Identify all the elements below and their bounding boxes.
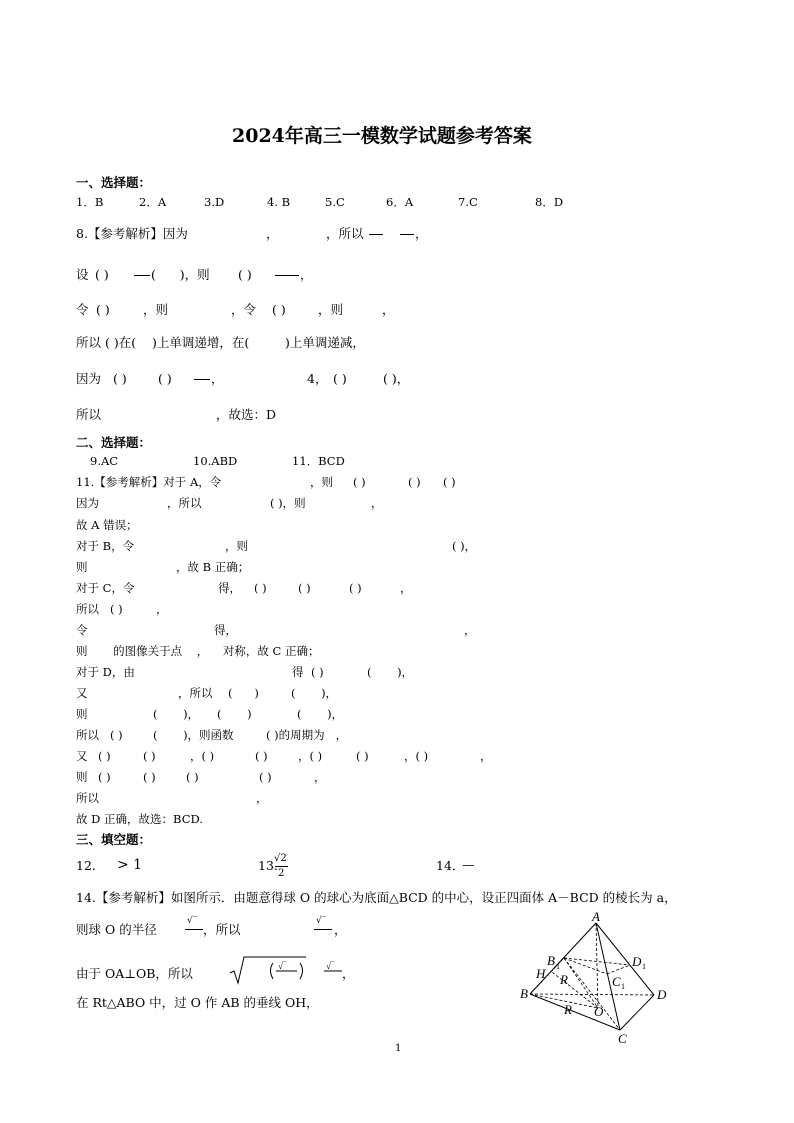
text: ( )	[158, 371, 172, 386]
text: ( )	[113, 371, 127, 386]
section-heading-choice: 一、选择题：	[76, 175, 152, 190]
text: 11.【参考解析】对于 A，令	[76, 475, 222, 489]
fraction-bar	[194, 379, 210, 380]
text: ( )	[353, 475, 366, 489]
label-C1: C	[612, 974, 621, 989]
text: ( )	[98, 770, 111, 784]
text: ( )	[98, 749, 111, 763]
text: ( )	[96, 302, 110, 317]
text: 则	[76, 770, 88, 784]
text: ，故 B 正确；	[176, 560, 250, 574]
text: 则 的图像关于点 ， 对称，故 C 正确；	[76, 644, 320, 658]
answer-item: 1．B	[76, 195, 104, 209]
answer-item: 10.ABD	[193, 454, 238, 468]
text: ，	[156, 602, 168, 616]
text: ( )	[255, 749, 268, 763]
text: 得	[292, 665, 304, 679]
text: ( )，	[297, 707, 344, 721]
text: ，则	[225, 539, 248, 553]
label-R-lower: R	[564, 1002, 572, 1017]
svg-text:√‾: √‾	[326, 961, 334, 971]
fraction-bar	[314, 929, 332, 930]
page-number: 1	[395, 1043, 402, 1054]
text: ，令	[231, 302, 257, 317]
label-D1-sub: 1	[642, 962, 646, 971]
fraction-bar	[400, 234, 414, 235]
text: 令	[76, 623, 88, 637]
q13-denominator: 2	[278, 868, 285, 879]
text: 对于 B，令	[76, 539, 135, 553]
answer-item: 2．A	[139, 195, 167, 209]
label-B1: B	[547, 953, 555, 968]
text: 所以	[76, 407, 102, 422]
label-A: A	[592, 912, 600, 924]
text: 得，	[214, 623, 237, 637]
text: 所以	[76, 728, 99, 742]
text: ，	[256, 791, 268, 805]
text: ，则	[318, 302, 344, 317]
fraction-bar	[275, 275, 299, 276]
text: ( )，则	[151, 267, 210, 282]
section-heading-multi: 二、选择题：	[76, 435, 152, 450]
text: 对于 D，由	[76, 665, 135, 679]
text: 4，	[307, 371, 328, 386]
text: ，	[371, 496, 383, 510]
text: ，	[400, 581, 412, 595]
page-title: 2024年高三一模数学试题参考答案	[232, 125, 532, 147]
text: ( )	[238, 267, 252, 282]
text: 8.【参考解析】因为	[76, 226, 188, 241]
text: 14.【参考解析】如图所示．由题意得球 O 的球心为底面△BCD 的中心，设正四面体 A－BCD 的棱长为 a，	[76, 890, 677, 905]
text: 又	[76, 686, 88, 700]
text: ( )	[95, 267, 109, 282]
answer-item: 5.C	[325, 195, 345, 209]
text: ( )	[217, 707, 252, 721]
text: ，	[211, 371, 224, 386]
text: ( )	[356, 749, 369, 763]
text: ( )	[143, 749, 156, 763]
text: ( )	[349, 581, 362, 595]
text: 又	[76, 749, 88, 763]
text: ，则	[143, 302, 169, 317]
answer-item: 11．BCD	[292, 454, 345, 468]
text: ( )，则函数	[153, 728, 234, 742]
answer-item: 6．A	[386, 195, 414, 209]
section-heading-fill: 三、填空题：	[76, 832, 152, 847]
text: ，( )	[190, 749, 215, 763]
text: 由于 OA⊥OB，所以	[76, 966, 193, 981]
text: ( )，则	[270, 496, 306, 510]
text: 所以	[76, 791, 99, 805]
text: ( )	[254, 581, 267, 595]
fraction-bar	[369, 234, 383, 235]
answer-item: 7.C	[458, 195, 478, 209]
text: ( )	[259, 770, 272, 784]
text: ( )	[408, 475, 421, 489]
text: ，	[334, 922, 347, 937]
text: 故 A 错误；	[76, 518, 138, 532]
text: ( )，	[383, 371, 410, 386]
label-H: H	[536, 966, 546, 981]
sqrt-sign: √‾	[187, 916, 198, 926]
text: ，故选：D	[216, 407, 277, 422]
q14-answer: —	[462, 857, 475, 872]
text: ( )，	[153, 707, 200, 721]
text: ，所以	[203, 922, 241, 937]
tetrahedron-figure	[510, 912, 685, 1047]
q14-label: 14．	[436, 858, 465, 873]
text: ，	[314, 770, 326, 784]
text: ( )	[298, 581, 311, 595]
svg-text:√‾: √‾	[278, 961, 286, 971]
q12-answer: > 1	[117, 857, 143, 873]
radical-expression	[228, 955, 348, 985]
fraction-bar	[134, 275, 150, 276]
text: ( )，	[452, 539, 477, 553]
text: ，	[266, 226, 279, 241]
label-C: C	[618, 1031, 627, 1046]
text: 所以 ( )在( )上单调递增，在( )上单调递减，	[76, 335, 365, 350]
answer-item: 3.D	[204, 195, 225, 209]
text: ，所以	[326, 226, 364, 241]
q13-label: 13.	[258, 858, 278, 873]
label-B: B	[520, 986, 528, 1001]
text: 设	[76, 267, 89, 282]
label-C1-sub: 1	[621, 982, 625, 991]
text: ，	[342, 966, 355, 981]
text: ，	[415, 226, 428, 241]
text: ，所以	[178, 686, 213, 700]
label-O: O	[594, 1004, 604, 1019]
text: ( )	[443, 475, 456, 489]
fraction-bar	[275, 866, 288, 867]
text: ( )	[143, 770, 156, 784]
text: ( )	[186, 770, 199, 784]
text: ，	[300, 267, 313, 282]
text: 则	[76, 707, 88, 721]
text: 因为	[76, 371, 102, 386]
text: ，	[382, 302, 395, 317]
text: ( )，	[291, 686, 338, 700]
label-R-upper: R	[560, 972, 568, 987]
text: 因为	[76, 496, 99, 510]
text: 则球 O 的半径	[76, 922, 157, 937]
text: ( )	[311, 665, 324, 679]
text: ，则	[310, 475, 333, 489]
text: 令	[76, 302, 89, 317]
answer-item: 8．D	[535, 195, 564, 209]
text: ，	[480, 749, 492, 763]
answer-item: 9.AC	[90, 454, 119, 468]
text: ( )	[272, 302, 286, 317]
q13-numerator: √2	[274, 853, 287, 864]
label-D1: D	[632, 954, 642, 969]
text: 对于 C，令	[76, 581, 135, 595]
label-B1-sub: 1	[556, 962, 560, 971]
text: ( )	[333, 371, 347, 386]
text: ( )，	[367, 665, 414, 679]
text: 得，	[218, 581, 241, 595]
text: 则	[76, 560, 88, 574]
text: ( )	[110, 728, 123, 742]
sqrt-sign: √‾	[316, 916, 327, 926]
text: 在 Rt△ABO 中，过 O 作 AB 的垂线 OH，	[76, 995, 319, 1010]
text: 所以	[76, 602, 99, 616]
text: ，所以	[167, 496, 202, 510]
answer-item: 4. B	[267, 195, 291, 209]
text: ( )的周期为 ，	[266, 728, 348, 742]
q12-label: 12．	[76, 858, 105, 873]
text: ，( )	[404, 749, 429, 763]
text: 故 D 正确，故选：BCD.	[76, 812, 203, 826]
label-D: D	[657, 987, 667, 1002]
fraction-bar	[185, 929, 203, 930]
text: ，	[464, 623, 476, 637]
text: ( )	[110, 602, 123, 616]
text: ，( )	[298, 749, 323, 763]
text: ( )	[228, 686, 259, 700]
